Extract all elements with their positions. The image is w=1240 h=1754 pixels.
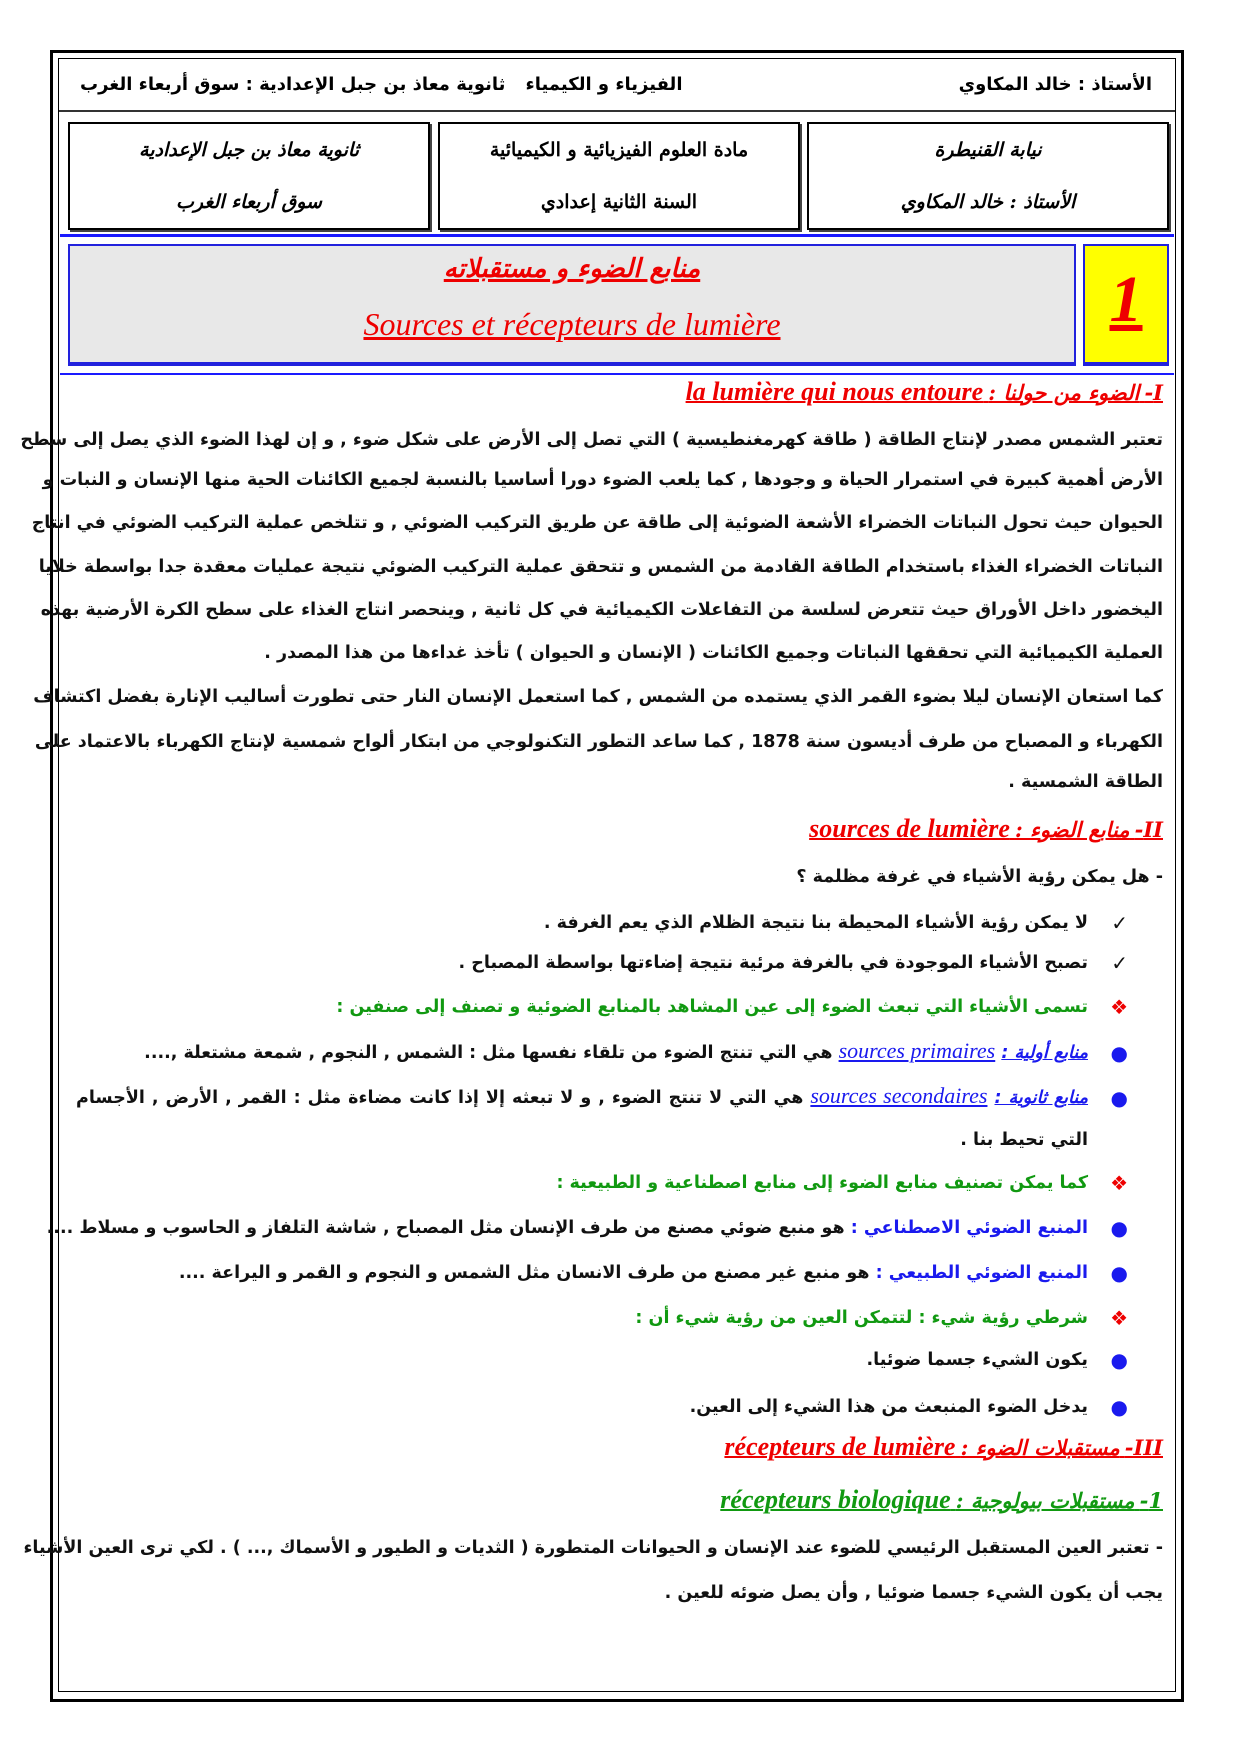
note-item [80, 992, 1128, 1022]
section-num: III- [1124, 1435, 1163, 1460]
note-item [80, 1303, 1128, 1333]
teacher-name: الأستاذ : خالد المكاوي [900, 191, 1076, 213]
box-subject [438, 122, 800, 230]
lesson-title-arabic-text: منابع الضوء و مستقبلاته [443, 254, 701, 284]
bullet-item [80, 1038, 1128, 1068]
check-text: لا يمكن رؤية الأشياء المحيطة بنا نتيجة الظلام الذي يعم الغرفة . [543, 913, 1088, 933]
school-name: ثانوية معاذ بن جبل الإعدادية [139, 139, 359, 161]
paragraph-line: يجب أن يكون الشيء جسما ضوئيا , وأن يصل ضوئه للعين . [664, 1583, 1163, 1603]
term-label: المنبع الضوئي الطبيعي : [875, 1263, 1088, 1283]
subsection-title-ar: مستقبلات بيولوجية : [955, 1488, 1135, 1513]
section-title-fr: récepteurs de lumière [724, 1432, 956, 1461]
section-3-heading [724, 1432, 1163, 1468]
diamond-bullet-icon: ❖ [1110, 1171, 1128, 1195]
bullet-icon: ● [1110, 1041, 1128, 1065]
paragraph-line: - تعتبر العين المستقبل الرئيسي للضوء عند الإنسان و الحيوانات المتطورة ( الثديات و الطيور و الأسماك ,... ) . لكي ترى العين الأشياء [23, 1538, 1163, 1558]
section-num: II- [1134, 817, 1163, 842]
term-label: المنبع الضوئي الاصطناعي : [850, 1218, 1088, 1238]
paragraph-line: الكهرباء و المصباح من طرف أديسون سنة 1878 , كما ساعد التطور التكنولوجي من ابتكار ألواح شمسية لإنتاج الكهرباء بالاعتماد على [34, 732, 1163, 752]
subsection-title-fr: récepteurs biologique [720, 1485, 951, 1514]
section-title-ar: منابع الضوء : [1014, 817, 1130, 842]
subsection-1-heading [720, 1485, 1163, 1521]
condition-text: يكون الشيء جسما ضوئيا. [866, 1350, 1088, 1370]
section-num: I- [1144, 380, 1163, 405]
bullet-item [46, 1213, 1128, 1243]
lesson-title-french [70, 306, 1074, 343]
definition: هي التي تنتج الضوء من تلقاء نفسها مثل : الشمس , النجوم , شمعة مشتعلة ,.... [144, 1043, 833, 1063]
bullet-icon: ● [1110, 1216, 1128, 1240]
bullet-item [76, 1083, 1128, 1113]
check-item [80, 908, 1128, 938]
check-item [80, 948, 1128, 978]
diamond-bullet-icon: ❖ [1110, 995, 1128, 1019]
box-directorate [807, 122, 1169, 230]
check-text: تصبح الأشياء الموجودة في بالغرفة مرئية نتيجة إضاءتها بواسطة المصباح . [458, 953, 1088, 973]
bullet-icon: ● [1110, 1348, 1128, 1372]
title-box [68, 244, 1076, 366]
section-title-ar: مستقبلات الضوء : [960, 1435, 1120, 1460]
bullet-item [80, 1392, 1128, 1422]
question: - هل يمكن رؤية الأشياء في غرفة مظلمة ؟ [796, 867, 1163, 887]
lesson-number-box [1083, 244, 1169, 366]
header-teacher: الأستاذ : خالد المكاوي [958, 74, 1152, 95]
term-fr: sources primaires [838, 1038, 996, 1063]
note-text: كما يمكن تصنيف منابع الضوء إلى منابع اصطناعية و الطبيعية : [556, 1173, 1088, 1193]
lesson-title-arabic [70, 254, 1074, 284]
definition: هو منبع غير مصنع من طرف الانسان مثل الشمس و النجوم و القمر و اليراعة .... [178, 1263, 870, 1283]
paragraph-line: كما استعان الإنسان ليلا بضوء القمر الذي يستمده من الشمس , كما استعمل الإنسان النار حتى تطورت أساليب الإنارة بفضل اكتشاف [33, 687, 1163, 707]
note-text: شرطي رؤية شيء : لتتمكن العين من رؤية شيء أن : [635, 1308, 1088, 1328]
section-title-ar: الضوء من حولنا : [988, 380, 1140, 405]
school-town: سوق أربعاء الغرب [176, 191, 322, 213]
note-item [80, 1168, 1128, 1198]
check-icon: ✓ [1111, 911, 1128, 935]
bullet-icon: ● [1110, 1261, 1128, 1285]
box-school [68, 122, 430, 230]
condition-text: يدخل الضوء المنبعث من هذا الشيء إلى العين. [689, 1397, 1088, 1417]
paragraph-line: اليخضور داخل الأوراق حيث تتعرض لسلسة من التفاعلات الكيميائية في كل ثانية , وينحصر انتاج الغذاء على سطح الكرة الأرضية بهذه [40, 600, 1163, 620]
term-fr: sources secondaires [810, 1083, 988, 1108]
definition: هي التي لا تنتج الضوء , و لا تبعثه إلا إذا كانت مضاءة مثل : القمر , الأرض , الأجسام [76, 1088, 804, 1108]
paragraph-line: النباتات الخضراء الغذاء باستخدام الطاقة القادمة من الشمس و تتحقق عملية التركيب الضوئي نتيجة عمليات معقدة جدا بواسطة خلايا [38, 557, 1163, 577]
paragraph-line: تعتبر الشمس مصدر لإنتاج الطاقة ( طاقة كهرمغنطيسية ) التي تصل إلى الأرض على شكل ضوء , و إن لهذا الضوء الذي يصل إلى سطح [20, 430, 1163, 450]
check-icon: ✓ [1111, 951, 1128, 975]
directorate: نيابة القنيطرة [934, 139, 1042, 161]
section-1-heading [686, 377, 1163, 413]
subsection-num: 1- [1139, 1488, 1163, 1513]
paragraph-line: الحيوان حيث تحول النباتات الخضراء الأشعة الضوئية إلى طاقة عن طريق التركيب الضوئي , و تتلخص عملية التركيب الضوئي في انتاج [31, 513, 1163, 533]
bullet-item [80, 1345, 1128, 1375]
diamond-bullet-icon: ❖ [1110, 1306, 1128, 1330]
bullet-icon: ● [1110, 1086, 1128, 1110]
lesson-number: 1 [1109, 263, 1143, 336]
term-ar: منابع أولية : [1001, 1043, 1088, 1063]
paragraph-line: الطاقة الشمسية . [1008, 772, 1163, 792]
section-2-heading [809, 814, 1163, 850]
header-subject: الفيزياء و الكيمياء [525, 74, 683, 95]
subject-name: مادة العلوم الفيزيائية و الكيميائية [489, 139, 749, 161]
divider [59, 110, 1175, 112]
bullet-icon: ● [1110, 1395, 1128, 1419]
definition: هو منبع ضوئي مصنع من طرف الإنسان مثل المصباح , شاشة التلفاز و الحاسوب و مسلاط .... [46, 1218, 845, 1238]
header-school: ثانوية معاذ بن جبل الإعدادية : سوق أربعاء الغرب [80, 74, 506, 95]
lesson-title-french-text: Sources et récepteurs de lumière [363, 306, 781, 342]
note-text: تسمى الأشياء التي تبعث الضوء إلى عين المشاهد بالمنابع الضوئية و تصنف إلى صنفين : [336, 997, 1088, 1017]
paragraph-line: الأرض أهمية كبيرة في استمرار الحياة و وجودها , كما يلعب الضوء دورا أساسيا بالنسبة لجميع الكائنات الحية منها الإنسان و النبات و [42, 470, 1163, 490]
paragraph-line: العملية الكيميائية التي تحققها النباتات وجميع الكائنات ( الإنسان و الحيوان ) تأخذ غداءها من هذا المصدر . [264, 643, 1163, 663]
grade-level: السنة الثانية إعدادي [540, 191, 698, 213]
section-title-fr: la lumière qui nous entoure [685, 377, 984, 406]
section-title-fr: sources de lumière [809, 814, 1010, 843]
term-ar: منابع ثانوية : [994, 1088, 1089, 1108]
bullet-continuation: التي تحيط بنا . [960, 1130, 1088, 1150]
bullet-item [80, 1258, 1128, 1288]
